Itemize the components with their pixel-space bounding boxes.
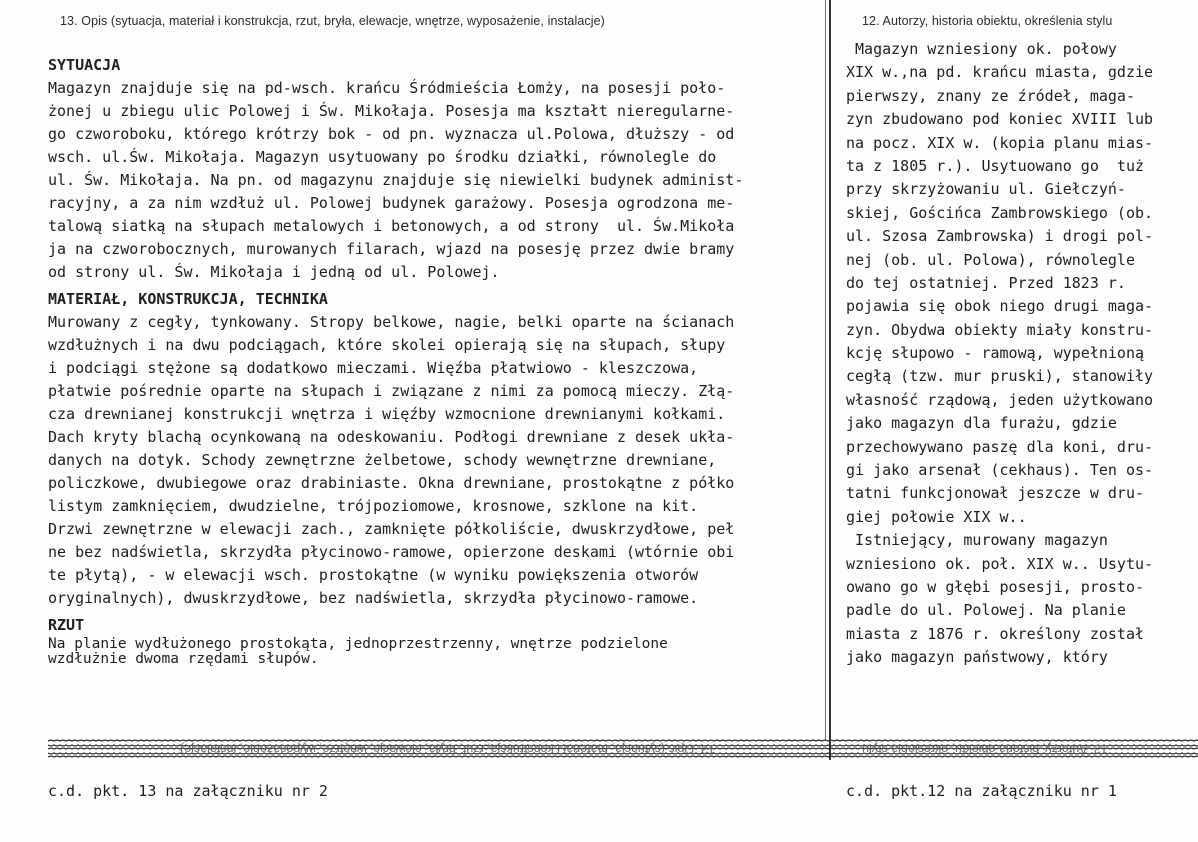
text-line: pierwszy, znany ze źródeł, maga- — [846, 86, 1135, 105]
text-line: i podciągi stężone są dodatkowo mieczami. Więźba płatwiowo - kleszczowa, — [48, 359, 699, 377]
text-line: racyjny, a za nim wzdłuż ul. Polowej budynek garażowy. Posesja ogrodzona me- — [48, 194, 735, 212]
text-line: pojawia się obok niego drugi maga- — [846, 297, 1154, 316]
footer-continuation-left: c.d. pkt. 13 na załączniku nr 2 — [48, 782, 328, 800]
history-column — [846, 38, 1153, 670]
column-divider-thin — [825, 0, 826, 740]
text-line: policzkowe, dwubiegowe oraz drabiniaste. Okna drewniane, prostokątne z półko — [48, 474, 735, 492]
text-line: przechowywano paszę dla koni, dru- — [846, 437, 1154, 456]
text-line: Magazyn znajduje się na pd-wsch. krańcu Śródmieścia Łomży, na posesji poło- — [48, 79, 726, 97]
text-line: ne bez nadświetla, skrzydła płycinowo-ramowe, opierzone deskami (wtórnie obi — [48, 543, 735, 561]
text-line: skiej, Gościńca Zambrowskiego (ob. — [846, 203, 1154, 222]
text-line: płatwie pośrednie oparte na słupach i związane z nimi za pomocą mieczy. Złą- — [48, 382, 735, 400]
text-line: giej połowie XIX w.. — [846, 507, 1027, 526]
section-12-header: 12. Autorzy, historia obiektu, określenia stylu — [862, 14, 1113, 28]
text-line: do tej ostatniej. Przed 1823 r. — [846, 273, 1126, 292]
text-line: kcję słupowo - ramową, wypełnioną — [846, 344, 1145, 363]
text-line: wzdłużnych i na dwu podciągach, które skolei opierają się na słupach, słupy — [48, 336, 726, 354]
text-line: na pocz. XIX w. (kopia planu mias- — [846, 133, 1154, 152]
column-divider-thick — [829, 0, 831, 760]
text-line: ja na czworobocznych, murowanych filarach, wjazd na posesję przez dwie bramy — [48, 240, 735, 258]
text-line: jako magazyn państwowy, który — [846, 648, 1108, 667]
text-line: wzdłużnie dwoma rzędami słupów. — [48, 651, 319, 667]
text-line: jako magazyn dla furażu, gdzie — [846, 414, 1117, 433]
text-line: wsch. ul.Św. Mikołaja. Magazyn usytuowany po środku działki, równolegle do — [48, 148, 717, 166]
text-line: cza drewnianej konstrukcji wnętrza i więźby wzmocnione drewnianymi kołkami. — [48, 405, 726, 423]
mirrored-header-bleed-left: 13. Opis (sytuacja, materiał i konstrukcja, rzut, bryła, elewacje, wnętrze, wyposażenie, instalacje) — [180, 742, 715, 756]
text-line: listym zamknięciem, dwudzielne, trójpoziomowe, krosnowe, szklone na kit. — [48, 497, 699, 515]
text-line: owano go w głębi posesji, prosto- — [846, 577, 1145, 596]
section-heading-material: MATERIAŁ, KONSTRUKCJA, TECHNIKA — [48, 290, 328, 308]
text-line: danych na dotyk. Schody zewnętrzne żelbetowe, schody wewnętrzne drewniane, — [48, 451, 717, 469]
text-line: oryginalnych), dwuskrzydłowe, bez nadświetla, skrzydła płycinowo-ramowe. — [48, 589, 699, 607]
section-heading-sytuacja: SYTUACJA — [48, 56, 121, 74]
text-line: Magazyn wzniesiony ok. połowy — [846, 40, 1117, 58]
text-line: gi jako arsenał (cekhaus). Ten os- — [846, 461, 1154, 480]
description-column — [48, 54, 743, 667]
text-line: Na planie wydłużonego prostokąta, jednoprzestrzenny, wnętrze podzielone — [48, 636, 668, 652]
text-line: talową siatką na słupach metalowych i betonowych, a od strony ul. Św.Mikoła — [48, 217, 735, 235]
text-line: zyn zbudowano pod koniec XVIII lub — [846, 110, 1154, 129]
text-line: Drzwi zewnętrzne w elewacji zach., zamknięte półkoliście, dwuskrzydłowe, peł — [48, 520, 735, 538]
text-line: od strony ul. Św. Mikołaja i jedną od ul. Polowej. — [48, 263, 500, 281]
text-line: padle do ul. Polowej. Na planie — [846, 601, 1126, 620]
text-line: ul. Św. Mikołaja. Na pn. od magazynu znajduje się niewielki budynek administ- — [48, 171, 744, 189]
text-line: Dach kryty blachą ocynkowaną na odeskowaniu. Podłogi drewniane z desek ukła- — [48, 428, 735, 446]
text-line: Murowany z cegły, tynkowany. Stropy belkowe, nagie, belki oparte na ścianach — [48, 313, 735, 331]
text-line: zyn. Obydwa obiekty miały konstru- — [846, 320, 1154, 339]
section-heading-rzut: RZUT — [48, 616, 85, 634]
text-line: Istniejący, murowany magazyn — [846, 531, 1108, 550]
mirrored-header-bleed-right: 12. Autorzy, historia obiektu, określenia stylu — [862, 742, 1108, 756]
text-line: wzniesiono ok. poł. XIX w.. Usytu- — [846, 554, 1154, 573]
text-line: przy skrzyżowaniu ul. Giełczyń- — [846, 180, 1126, 199]
text-line: tatni funkcjonował jeszcze w dru- — [846, 484, 1145, 503]
text-line: żonej u zbiegu ulic Polowej i Św. Mikołaja. Posesja ma kształt nieregularne- — [48, 102, 735, 120]
footer-continuation-right: c.d. pkt.12 na załączniku nr 1 — [846, 782, 1117, 800]
text-line: ta z 1805 r.). Usytuowano go tuż — [846, 156, 1145, 175]
text-line: własność rządową, jeden użytkowano — [846, 390, 1154, 409]
text-line: XIX w.,na pd. krańcu miasta, gdzie — [846, 63, 1154, 82]
text-line: cegłą (tzw. mur pruski), stanowiły — [846, 367, 1154, 386]
text-line: go czworoboku, którego krótrzy bok - od pn. wyznacza ul.Polowa, dłuższy - od — [48, 125, 735, 143]
section-13-header: 13. Opis (sytuacja, materiał i konstrukcja, rzut, bryła, elewacje, wnętrze, wyposażenie, instalacje) — [60, 14, 605, 28]
text-line: miasta z 1876 r. określony został — [846, 624, 1145, 643]
text-line: te płytą), - w elewacji wsch. prostokątne (w wyniku powiększenia otworów — [48, 566, 699, 584]
text-line: nej (ob. ul. Polowa), równolegle — [846, 250, 1135, 269]
text-line: ul. Szosa Zambrowska) i drogi pol- — [846, 227, 1154, 246]
